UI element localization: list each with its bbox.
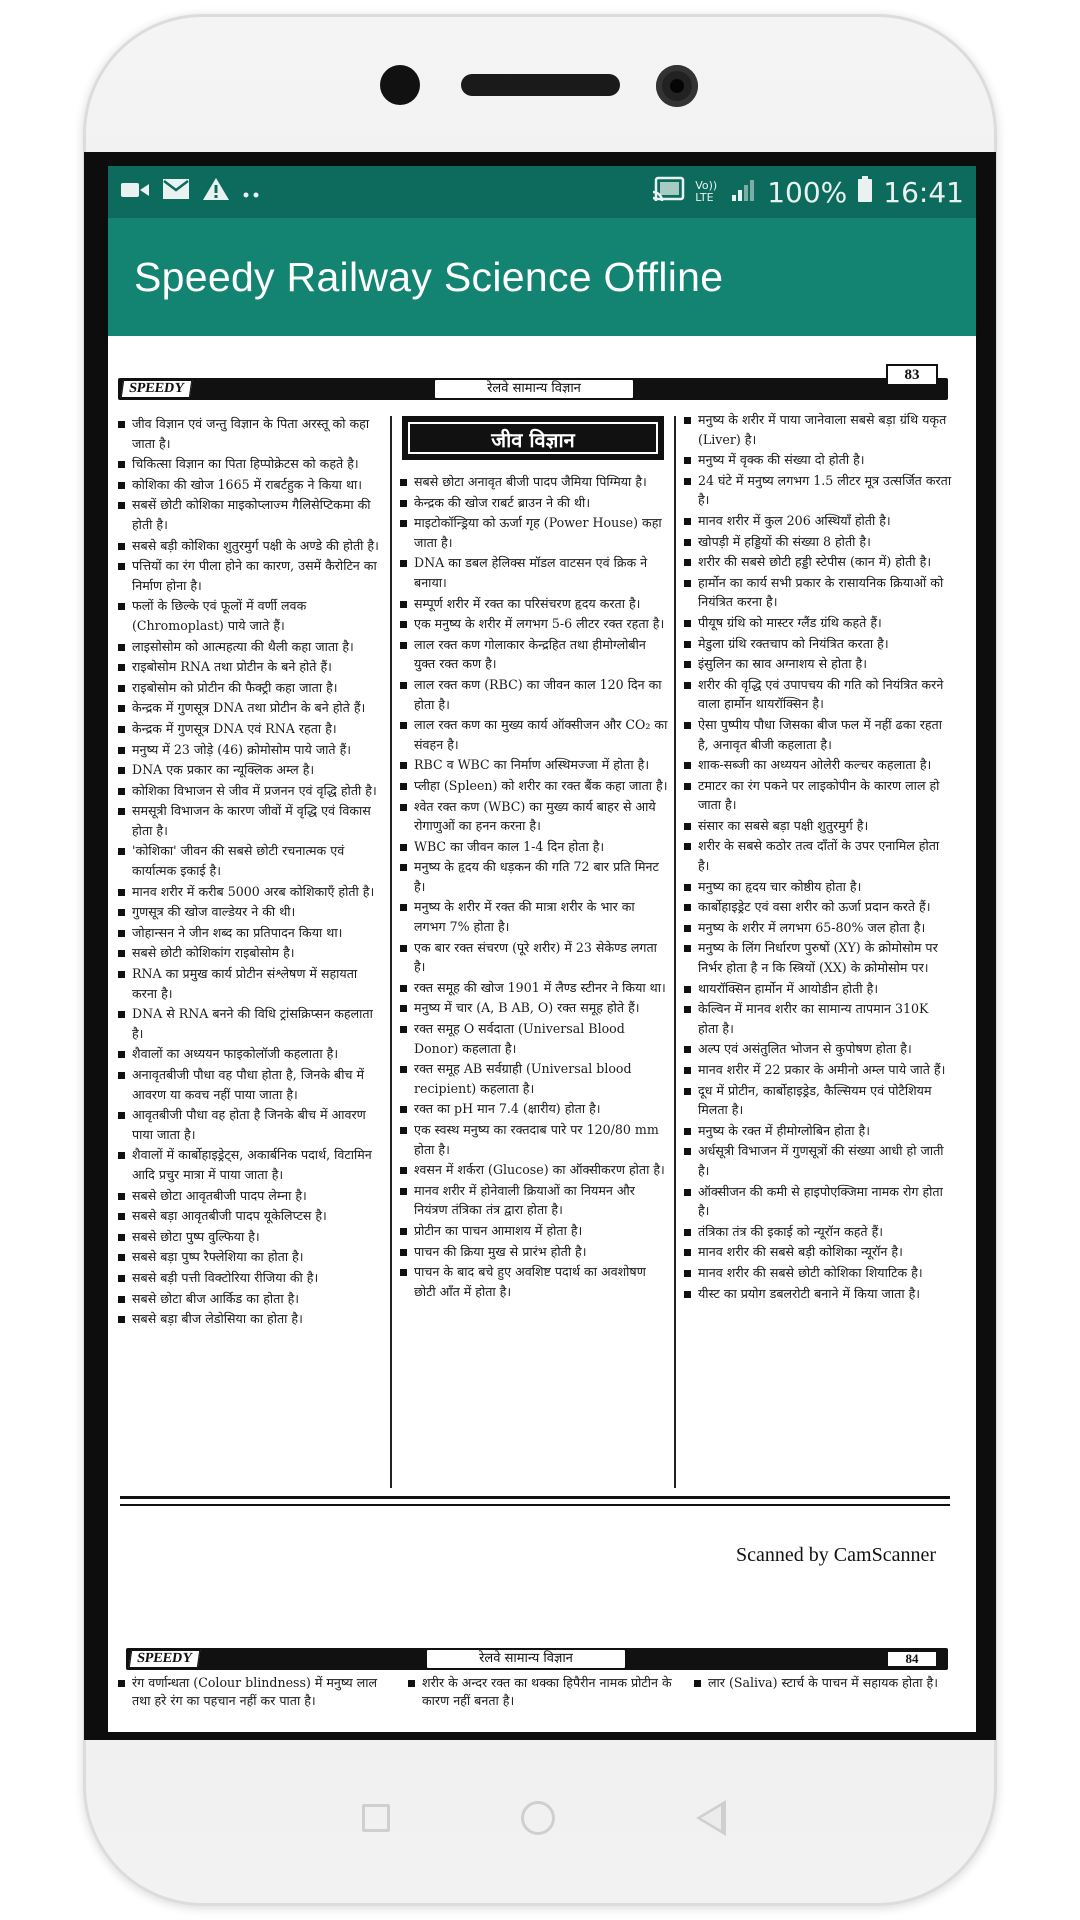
list-item: जीव विज्ञान एवं जन्तु विज्ञान के पिता अरस्तू को कहा जाता है। [116, 414, 386, 453]
home-button[interactable] [521, 1801, 555, 1835]
list-item: सबसे छोटा आवृतबीजी पादप लेम्ना है। [116, 1186, 386, 1206]
list-item: कोशिका विभाजन से जीव में प्रजनन एवं वृद्धि होती है। [116, 781, 386, 801]
list-item: सबसे बड़ी पत्ती विक्टोरिया रीजिया की है। [116, 1268, 386, 1288]
list-item: प्रोटीन का पाचन आमाशय में होता है। [398, 1221, 668, 1241]
list-item: RNA का प्रमुख कार्य प्रोटीन संश्लेषण में सहायता करना है। [116, 964, 386, 1003]
more-dots-icon [242, 177, 262, 207]
list-item: खोपड़ी में हड्डियों की संख्या 8 होती है। [682, 532, 952, 552]
list-item: सबसे छोटी कोशिकांग राइबोसोम है। [116, 943, 386, 963]
list-item: राइबोसोम RNA तथा प्रोटीन के बने होते हैं। [116, 657, 386, 677]
list-item: कार्बोहाइड्रेट एवं वसा शरीर को ऊर्जा प्रदान करते हैं। [682, 897, 952, 917]
list-item: लार (Saliva) स्टार्च के पाचन में सहायक होता है। [692, 1674, 962, 1692]
list-item: मनुष्य के शरीर में पाया जानेवाला सबसे बड़ा ग्रंथि यकृत (Liver) है। [682, 410, 952, 449]
list-item: मनुष्य के शरीर में लगभग 65-80% जल होता है। [682, 918, 952, 938]
section-heading-box [402, 416, 664, 460]
scanned-page-view[interactable] [108, 336, 976, 1732]
list-item: समसूत्री विभाजन के कारण जीवों में वृद्धि एवं विकास होता है। [116, 801, 386, 840]
page-number: 83 [886, 364, 938, 386]
column-1 [116, 414, 386, 1330]
list-item: शैवालों का अध्ययन फाइकोलॉजी कहलाता है। [116, 1044, 386, 1064]
list-item: एक बार रक्त संचरण (पूरे शरीर) में 23 सेकेण्ड लगता है। [398, 938, 668, 977]
fact-list [398, 472, 668, 1301]
list-item: कोशिका की खोज 1665 में राबर्टहुक ने किया था। [116, 475, 386, 495]
page-brand: SPEEDY [121, 380, 193, 398]
list-item: मनुष्य के शरीर में रक्त की मात्रा शरीर के भार का लगभग 7% होता है। [398, 897, 668, 936]
battery-percent: 100% [767, 175, 848, 209]
list-item: लाल रक्त कण गोलाकार केन्द्रहित तथा हीमोग्लोबीन युक्त रक्त कण है। [398, 635, 668, 674]
list-item: लाल रक्त कण का मुख्य कार्य ऑक्सीजन और CO₂ का संवहन है। [398, 715, 668, 754]
page-number: 84 [886, 1650, 938, 1668]
list-item: लाइसोसोम को आत्महत्या की थैली कहा जाता है। [116, 637, 386, 657]
list-item: शरीर की सबसे छोटी हड्डी स्टेपीस (कान में) होती है। [682, 552, 952, 572]
list-item: 24 घंटे में मनुष्य लगभग 1.5 लीटर मूत्र उत्सर्जित करता है। [682, 471, 952, 510]
list-item: एक मनुष्य के शरीर में लगभग 5-6 लीटर रक्त रहता है। [398, 614, 668, 634]
page-brand: SPEEDY [129, 1650, 201, 1668]
list-item: सबसे बड़ी कोशिका शुतुरमुर्ग पक्षी के अण्डे की होती है। [116, 536, 386, 556]
list-item: मानव शरीर में कुल 206 अस्थियाँ होती है। [682, 511, 952, 531]
list-item: राइबोसोम को प्रोटीन की फैक्ट्री कहा जाता है। [116, 678, 386, 698]
list-item: पत्तियों का रंग पीला होने का कारण, उसमें कैरोटिन का निर्माण होना है। [116, 556, 386, 595]
list-item: रंग वर्णान्धता (Colour blindness) में मनुष्य लाल तथा हरे रंग का पहचान नहीं कर पाता है। [116, 1674, 386, 1710]
list-item: केन्द्रक में गुणसूत्र DNA तथा प्रोटीन के बने होते हैं। [116, 698, 386, 718]
list-item: मानव शरीर की सबसे छोटी कोशिका शियाटिक है। [682, 1263, 952, 1283]
list-item: माइटोकॉन्ड्रिया को ऊर्जा गृह (Power House) कहा जाता है। [398, 513, 668, 552]
volte-indicator: Vo)) LTE [695, 179, 718, 204]
signal-icon [731, 176, 757, 209]
list-item: जोहान्सन ने जीन शब्द का प्रतिपादन किया था। [116, 923, 386, 943]
list-item: अनावृतबीजी पौधा वह पौधा होता है, जिनके बीच में आवरण या कवच नहीं पाया जाता है। [116, 1065, 386, 1104]
status-bar [108, 166, 976, 218]
list-item: फलों के छिल्के एवं फूलों में वर्णी लवक (Chromoplast) पाये जाते हैं। [116, 596, 386, 635]
list-item: मानव शरीर में करीब 5000 अरब कोशिकाएँ होती है। [116, 882, 386, 902]
list-item: शरीर के सबसे कठोर तत्व दाँतों के उपर एनामिल होता है। [682, 836, 952, 875]
list-item: गुणसूत्र की खोज वाल्डेयर ने की थी। [116, 902, 386, 922]
page-header-title: रेलवे सामान्य विज्ञान [434, 379, 634, 399]
list-item: मनुष्य के रक्त में हीमोग्लोबिन होता है। [682, 1121, 952, 1141]
list-item: मानव शरीर की सबसे बड़ी कोशिका न्यूरॉन है। [682, 1242, 952, 1262]
list-item: रक्त समूह O सर्वदाता (Universal Blood Donor) कहलाता है। [398, 1019, 668, 1058]
list-item: सबसे छोटा अनावृत बीजी पादप जैमिया पिग्मिया है। [398, 472, 668, 492]
list-item: केल्विन में मानव शरीर का सामान्य तापमान 310K होता है। [682, 999, 952, 1038]
list-item: मनुष्य में वृक्क की संख्या दो होती है। [682, 450, 952, 470]
list-item: ऐसा पुष्पीय पौधा जिसका बीज फल में नहीं ढका रहता है, अनावृत बीजी कहलाता है। [682, 715, 952, 754]
list-item: यीस्ट का प्रयोग डबलरोटी बनाने में किया जाता है। [682, 1284, 952, 1304]
list-item: DNA से RNA बनने की विधि ट्रांसक्रिप्सन कहलाता है। [116, 1004, 386, 1043]
list-item: केन्द्रक में गुणसूत्र DNA एवं RNA रहता है। [116, 719, 386, 739]
list-item: 'कोशिका' जीवन की सबसे छोटी रचनात्मक एवं कार्यात्मक इकाई है। [116, 841, 386, 880]
front-camera [656, 65, 698, 107]
list-item: ऑक्सीजन की कमी से हाइपोएक्जिमा नामक रोग होता है। [682, 1182, 952, 1221]
list-item: रक्त समूह की खोज 1901 में लैण्ड स्टीनर ने किया था। [398, 978, 668, 998]
column-2 [398, 414, 668, 1302]
list-item: मनुष्य का हृदय चार कोष्ठीय होता है। [682, 877, 952, 897]
list-item: शाक-सब्जी का अध्ययन ओलेरी कल्चर कहलाता है। [682, 755, 952, 775]
list-item: मनुष्य में चार (A, B AB, O) रक्त समूह होते हैं। [398, 998, 668, 1018]
recents-button[interactable] [362, 1804, 390, 1832]
list-item: पाचन के बाद बचे हुए अवशिष्ट पदार्थ का अवशोषण छोटी आँत में होता है। [398, 1262, 668, 1301]
list-item: मेडुला ग्रंथि रक्तचाप को नियंत्रित करता है। [682, 634, 952, 654]
list-item: टमाटर का रंग पकने पर लाइकोपीन के कारण लाल हो जाता है। [682, 776, 952, 815]
list-item: मनुष्य के लिंग निर्धारण पुरुषों (XY) के क्रोमोसोम पर निर्भर होता है न कि स्त्रियों (XX) के क्रोमोसोम पर। [682, 938, 952, 977]
list-item: रक्त का pH मान 7.4 (क्षारीय) होता है। [398, 1099, 668, 1119]
list-item: DNA का डबल हेलिक्स मॉडल वाटसन एवं क्रिक ने बनाया। [398, 553, 668, 592]
list-item: संसार का सबसे बड़ा पक्षी शुतुरमुर्ग है। [682, 816, 952, 836]
page-header [126, 1648, 948, 1670]
list-item: मनुष्य के हृदय की धड़कन की गति 72 बार प्रति मिनट है। [398, 857, 668, 896]
page-header-title: रेलवे सामान्य विज्ञान [426, 1649, 626, 1669]
list-item: पीयूष ग्रंथि को मास्टर ग्लैंड ग्रंथि कहते हैं। [682, 613, 952, 633]
page-bottom-rule [120, 1504, 950, 1506]
list-item: केन्द्रक की खोज राबर्ट ब्राउन ने की थी। [398, 493, 668, 513]
page-header [118, 367, 948, 400]
battery-icon [857, 175, 873, 210]
scanner-watermark: Scanned by CamScanner [736, 1544, 936, 1566]
list-item: सबसे बड़ा बीज लेडोसिया का होता है। [116, 1309, 386, 1329]
list-item: लाल रक्त कण (RBC) का जीवन काल 120 दिन का होता है। [398, 675, 668, 714]
list-item: DNA एक प्रकार का न्यूक्लिक अम्ल है। [116, 760, 386, 780]
list-item: RBC व WBC का निर्माण अस्थिमज्जा में होता है। [398, 755, 668, 775]
list-item: थायरॉक्सिन हार्मोन में आयोडीन होती है। [682, 979, 952, 999]
list-item: मनुष्य में 23 जोड़े (46) क्रोमोसोम पाये जाते हैं। [116, 740, 386, 760]
list-item: श्वसन में शर्करा (Glucose) का ऑक्सीकरण होता है। [398, 1160, 668, 1180]
list-item: तंत्रिका तंत्र की इकाई को न्यूरॉन कहते हैं। [682, 1222, 952, 1242]
page-bottom-rule [120, 1496, 950, 1499]
front-sensor [380, 65, 420, 105]
warning-icon [202, 177, 230, 208]
back-button[interactable] [696, 1800, 726, 1836]
list-item: हार्मोन का कार्य सभी प्रकार के रासायनिक क्रियाओं को नियंत्रित करना है। [682, 573, 952, 612]
video-icon [120, 177, 150, 207]
list-item: अर्धसूत्री विभाजन में गुणसूत्रों की संख्या आधी हो जाती है। [682, 1141, 952, 1180]
app-bar [108, 218, 976, 336]
earpiece-speaker [461, 74, 620, 96]
list-item: सबसें छोटी कोशिका माइकोप्लाज्म गैलिसेप्टिकमा की होती है। [116, 495, 386, 534]
list-item: अल्प एवं असंतुलित भोजन से कुपोषण होता है। [682, 1039, 952, 1059]
list-item: दूध में प्रोटीन, कार्बोहाइड्रेड, कैल्सियम एवं पोटैशियम मिलता है। [682, 1081, 952, 1120]
list-item: शैवालों में कार्बोहाइड्रेट्स, अकार्बनिक पदार्थ, विटामिन आदि प्रचुर मात्रा में पाया जाता है। [116, 1145, 386, 1184]
list-item: प्लीहा (Spleen) को शरीर का रक्त बैंक कहा जाता है। [398, 776, 668, 796]
list-item: पाचन की क्रिया मुख से प्रारंभ होती है। [398, 1242, 668, 1262]
list-item: मानव शरीर में 22 प्रकार के अमीनो अम्ल पाये जाते हैं। [682, 1060, 952, 1080]
list-item: इंसुलिन का स्राव अग्नाशय से होता है। [682, 654, 952, 674]
list-item: सम्पूर्ण शरीर में रक्त का परिसंचरण हृदय करता है। [398, 594, 668, 614]
mail-icon [162, 177, 190, 207]
list-item: सबसे बड़ा आवृतबीजी पादप यूकेलिप्टस है। [116, 1206, 386, 1226]
cast-icon [651, 176, 685, 209]
list-item: सबसे छोटा पुष्प वुल्फिया है। [116, 1227, 386, 1247]
fact-list [682, 410, 952, 1303]
column-divider [674, 416, 676, 1488]
list-item: श्वेत रक्त कण (WBC) का मुख्य कार्य बाहर से आये रोगाणुओं का हनन करना है। [398, 797, 668, 836]
list-item: सबसे बड़ा पुष्प रैफ्लेशिया का होता है। [116, 1247, 386, 1267]
list-item: रक्त समूह AB सर्वग्राही (Universal blood recipient) कहलाता है। [398, 1059, 668, 1098]
list-item: सबसे छोटा बीज आर्किड का होता है। [116, 1289, 386, 1309]
list-item: शरीर की वृद्धि एवं उपापचय की गति को नियंत्रित करने वाला हार्मोन थायरॉक्सिन है। [682, 675, 952, 714]
fact-list [116, 414, 386, 1329]
list-item: मानव शरीर में होनेवाली क्रियाओं का नियमन और नियंत्रण तंत्रिका तंत्र द्वारा होता है। [398, 1181, 668, 1220]
list-item: WBC का जीवन काल 1-4 दिन होता है। [398, 837, 668, 857]
list-item: चिकित्सा विज्ञान का पिता हिप्पोक्रेटस को कहते है। [116, 454, 386, 474]
list-item: शरीर के अन्दर रक्त का थक्का हिपैरीन नामक प्रोटीन के कारण नहीं बनता है। [406, 1674, 676, 1710]
list-item: एक स्वस्थ मनुष्य का रक्तदाब पारे पर 120/80 mm होता है। [398, 1120, 668, 1159]
column-divider [390, 416, 392, 1488]
app-title: Speedy Railway Science Offline [134, 253, 724, 300]
list-item: आवृतबीजी पौधा वह होता है जिनके बीच में आवरण पाया जाता है। [116, 1105, 386, 1144]
section-heading: जीव विज्ञान [408, 422, 658, 454]
column-3 [682, 410, 952, 1304]
navigation-bar [84, 1740, 996, 1890]
clock: 16:41 [883, 175, 964, 209]
